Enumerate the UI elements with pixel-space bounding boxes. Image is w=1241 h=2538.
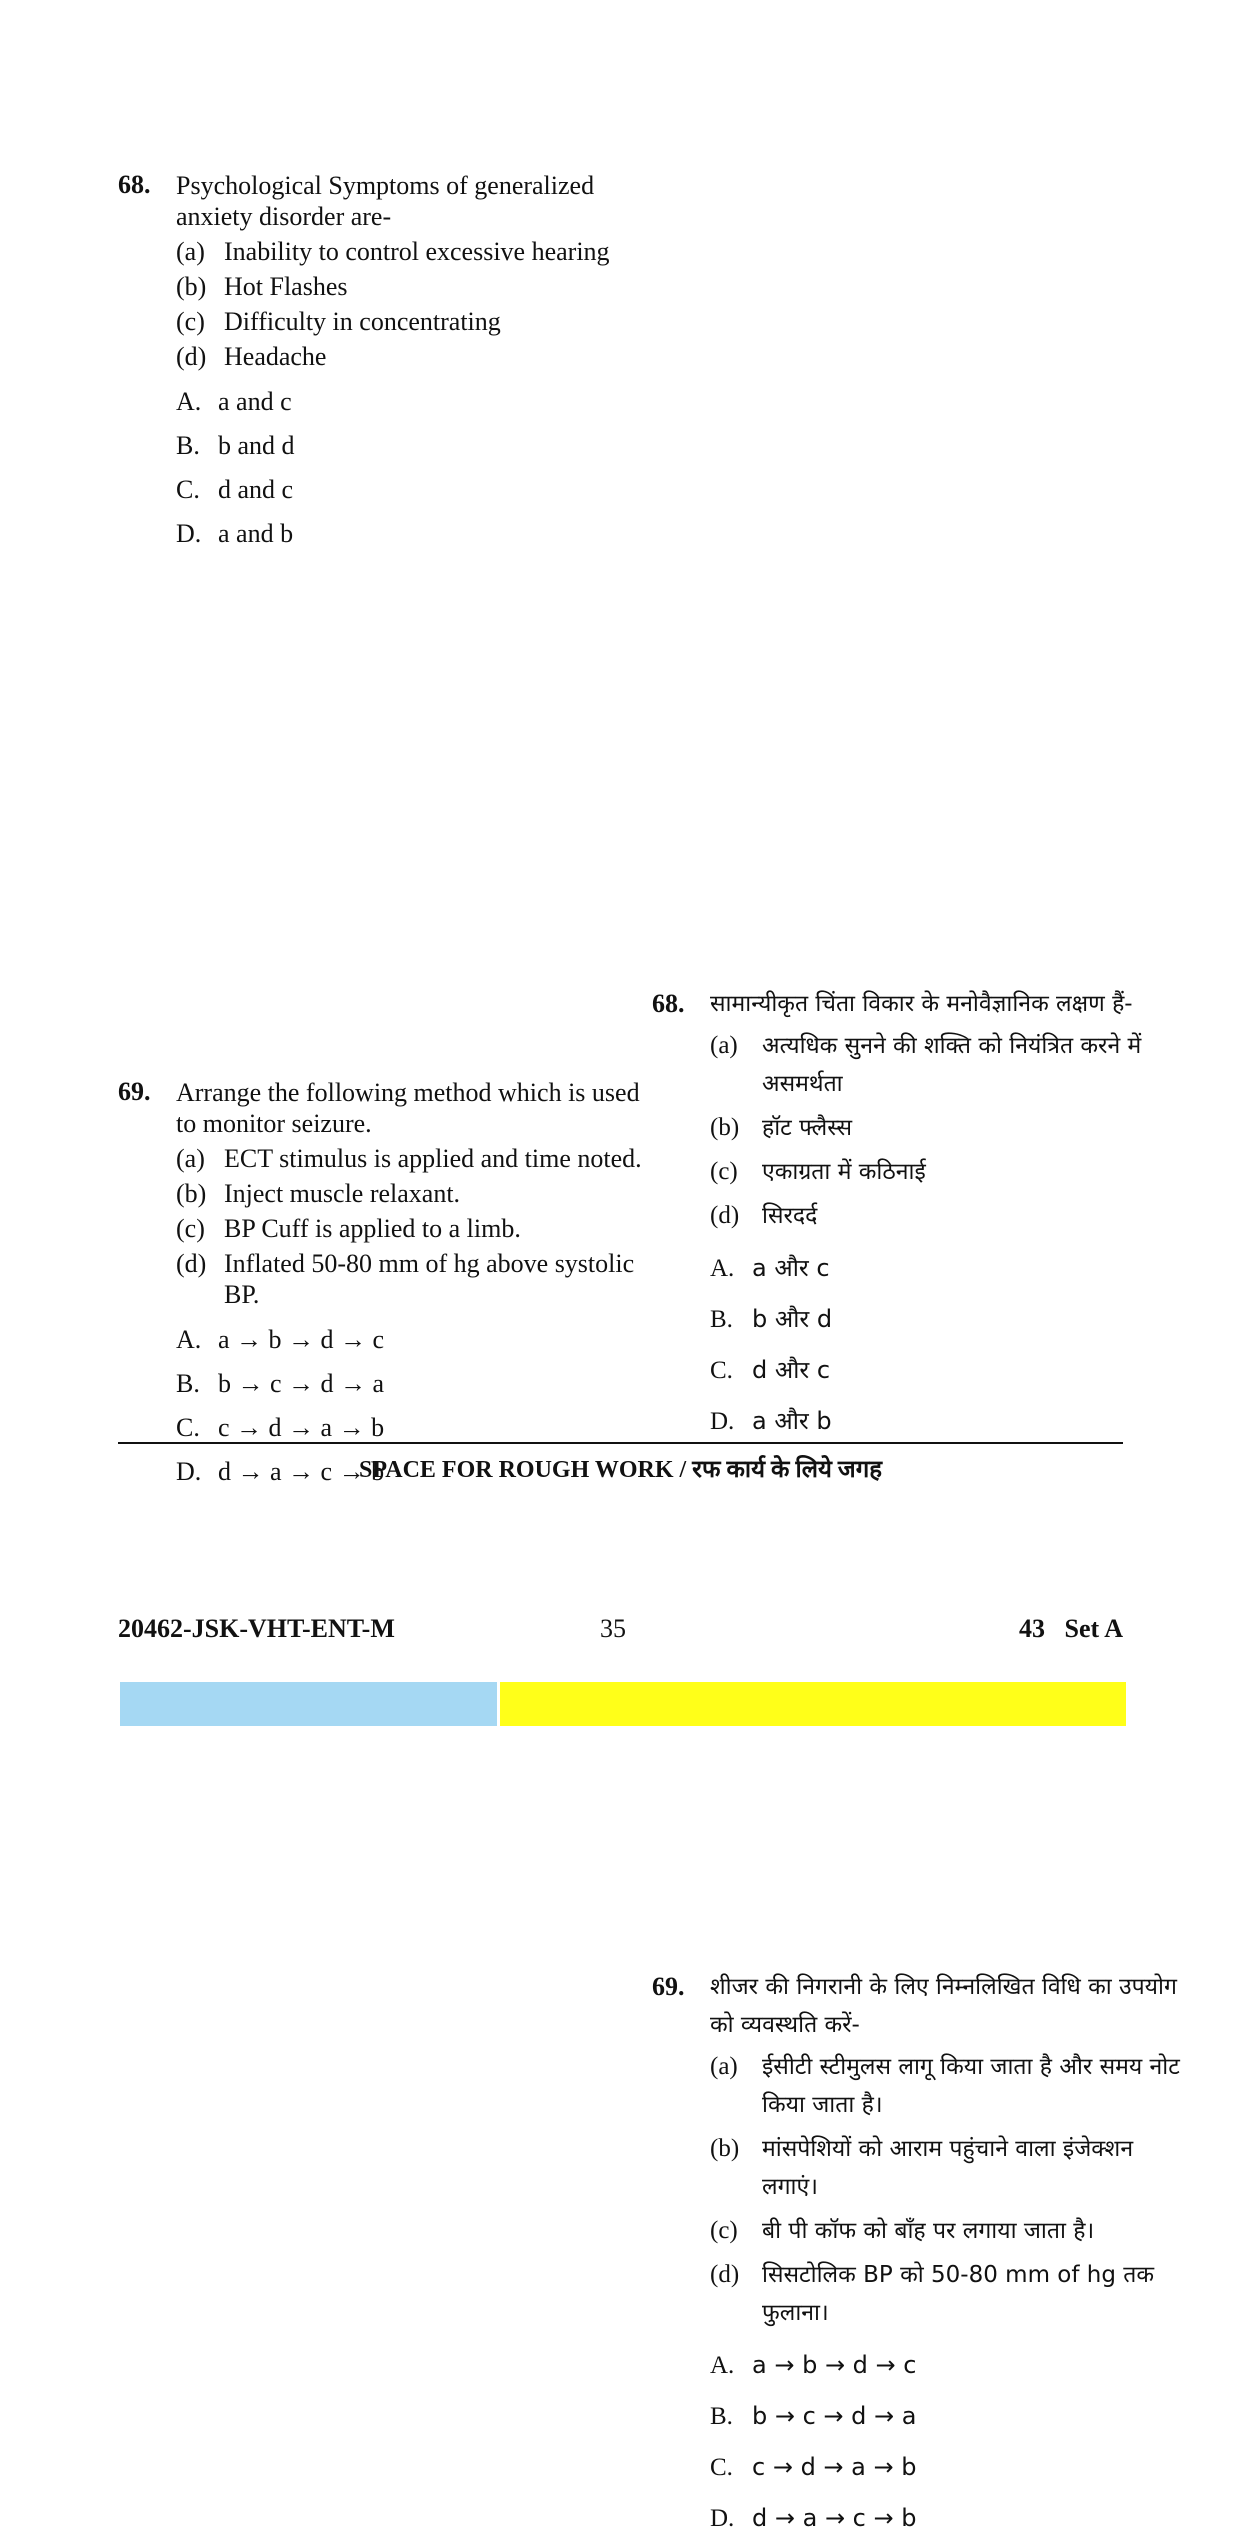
answer-label: A. (176, 387, 202, 416)
answer-b (176, 430, 646, 461)
rough-work-divider (118, 1442, 1123, 1444)
answer-text: a → b → d → c (218, 1325, 385, 1354)
answer-c (710, 1351, 1190, 1390)
option-label: (d) (710, 2261, 740, 2288)
option-text: बी पी कॉफ को बाँह पर लगाया जाता है। (762, 2218, 1095, 2244)
answer-text: b और d (752, 1305, 833, 1333)
question-text: सामान्यीकृत चिंता विकार के मनोवैज्ञानिक लक्षण हैं- (710, 991, 1133, 1017)
answer-text: d → a → c → b (218, 1457, 385, 1486)
option-c (710, 2212, 1190, 2250)
answer-a (176, 386, 646, 417)
option-d (176, 341, 646, 372)
question-text: Psychological Symptoms of generalized anxiety disorder are- (176, 171, 595, 231)
option-label: (d) (176, 342, 207, 371)
answer-text: d → a → c → b (752, 2504, 917, 2532)
option-label: (a) (710, 1032, 738, 1059)
answer-label: C. (710, 1357, 733, 1384)
option-text: Headache (224, 342, 327, 371)
option-label: (b) (176, 1179, 207, 1208)
option-text: Inject muscle relaxant. (224, 1179, 461, 1208)
answer-a (176, 1324, 646, 1355)
answer-label: A. (710, 1255, 735, 1282)
option-a (710, 1027, 1190, 1103)
answer-text: a and b (218, 519, 294, 548)
option-d (710, 2256, 1190, 2332)
option-b (710, 1109, 1190, 1147)
answer-text: a → b → d → c (752, 2351, 917, 2379)
option-d (176, 1248, 646, 1310)
color-bar-blue (120, 1682, 497, 1726)
answer-choices (710, 2346, 1190, 2538)
answer-label: C. (710, 2454, 733, 2481)
page-number: 35 (600, 1614, 626, 1643)
answer-text: c → d → a → b (218, 1413, 385, 1442)
answer-text: d और c (752, 1356, 831, 1384)
answer-label: A. (176, 1325, 202, 1354)
answer-label: B. (710, 1306, 733, 1333)
question-number: 69. (118, 1077, 151, 1106)
option-d (710, 1197, 1190, 1235)
question-69-en (118, 1077, 646, 1487)
answer-choices (176, 386, 646, 549)
option-label: (a) (710, 2053, 738, 2080)
question-number: 69. (652, 1972, 685, 2001)
option-text: BP Cuff is applied to a limb. (224, 1214, 521, 1243)
option-label: (d) (710, 1202, 740, 1229)
set-label: 43 Set A (1019, 1614, 1123, 1643)
option-a (176, 1143, 646, 1174)
answer-label: D. (176, 1457, 202, 1486)
option-label: (c) (176, 1214, 205, 1243)
rough-work-heading: SPACE FOR ROUGH WORK / रफ कार्य के लिये जगह (359, 1457, 882, 1483)
answer-label: A. (710, 2352, 735, 2379)
answer-b (710, 1300, 1190, 1339)
question-69-hi (652, 1968, 1190, 2538)
option-text: एकाग्रता में कठिनाई (762, 1159, 926, 1185)
question-number: 68. (118, 170, 151, 199)
answer-label: B. (710, 2403, 733, 2430)
answer-c (710, 2448, 1190, 2487)
question-68-hi (652, 985, 1190, 1441)
answer-text: a और b (752, 1407, 832, 1435)
question-number: 68. (652, 989, 685, 1018)
answer-text: b and d (218, 431, 295, 460)
answer-c (176, 1412, 646, 1443)
answer-label: D. (710, 2505, 735, 2532)
option-text: मांसपेशियों को आराम पहुंचाने वाला इंजेक्शन लगाएं। (762, 2136, 1134, 2200)
answer-a (710, 2346, 1190, 2385)
option-label: (c) (710, 2217, 738, 2244)
option-text: Difficulty in concentrating (224, 307, 501, 336)
answer-label: D. (176, 519, 202, 548)
answer-c (176, 474, 646, 505)
answer-a (710, 1249, 1190, 1288)
option-label: (c) (176, 307, 205, 336)
option-c (176, 306, 646, 337)
option-text: अत्यधिक सुनने की शक्ति को नियंत्रित करने में असमर्थता (762, 1033, 1142, 1097)
answer-b (710, 2397, 1190, 2436)
option-label: (c) (710, 1158, 738, 1185)
option-label: (b) (710, 1114, 740, 1141)
option-text: सिरदर्द (762, 1203, 818, 1229)
answer-text: d and c (218, 475, 294, 504)
option-label: (a) (176, 1144, 205, 1173)
answer-label: C. (176, 1413, 200, 1442)
answer-label: D. (710, 1408, 735, 1435)
option-label: (b) (176, 272, 207, 301)
option-text: सिसटोलिक BP को 50-80 mm of hg तक फुलाना। (762, 2262, 1155, 2326)
question-text: शीजर की निगरानी के लिए निम्नलिखित विधि का उपयोग को व्यवस्थति करें- (710, 1974, 1177, 2038)
answer-text: b → c → d → a (752, 2402, 917, 2430)
option-text: Hot Flashes (224, 272, 348, 301)
paper-code: 20462-JSK-VHT-ENT-M (118, 1614, 395, 1643)
question-68-en (118, 170, 646, 549)
option-label: (a) (176, 237, 205, 266)
question-text: Arrange the following method which is used to monitor seizure. (176, 1078, 640, 1138)
option-c (176, 1213, 646, 1244)
option-b (176, 271, 646, 302)
answer-text: a and c (218, 387, 292, 416)
option-b (176, 1178, 646, 1209)
option-label: (d) (176, 1249, 207, 1278)
answer-label: C. (176, 475, 200, 504)
answer-b (176, 1368, 646, 1399)
option-text: Inability to control excessive hearing (224, 237, 610, 266)
option-text: Inflated 50-80 mm of hg above systolic BP. (224, 1249, 635, 1309)
option-b (710, 2130, 1190, 2206)
answer-d (176, 518, 646, 549)
option-c (710, 1153, 1190, 1191)
option-text: ईसीटी स्टीमुलस लागू किया जाता है और समय नोट किया जाता है। (762, 2054, 1180, 2118)
option-a (176, 236, 646, 267)
option-label: (b) (710, 2135, 740, 2162)
answer-text: b → c → d → a (218, 1369, 385, 1398)
answer-text: c → d → a → b (752, 2453, 917, 2481)
answer-text: a और c (752, 1254, 830, 1282)
option-text: हॉट फ्लैस्स (762, 1115, 852, 1141)
answer-label: B. (176, 1369, 200, 1398)
option-text: ECT stimulus is applied and time noted. (224, 1144, 642, 1173)
color-bar-yellow (500, 1682, 1126, 1726)
answer-label: B. (176, 431, 200, 460)
answer-choices (710, 1249, 1190, 1441)
option-a (710, 2048, 1190, 2124)
answer-d (710, 1402, 1190, 1441)
answer-d (710, 2499, 1190, 2538)
